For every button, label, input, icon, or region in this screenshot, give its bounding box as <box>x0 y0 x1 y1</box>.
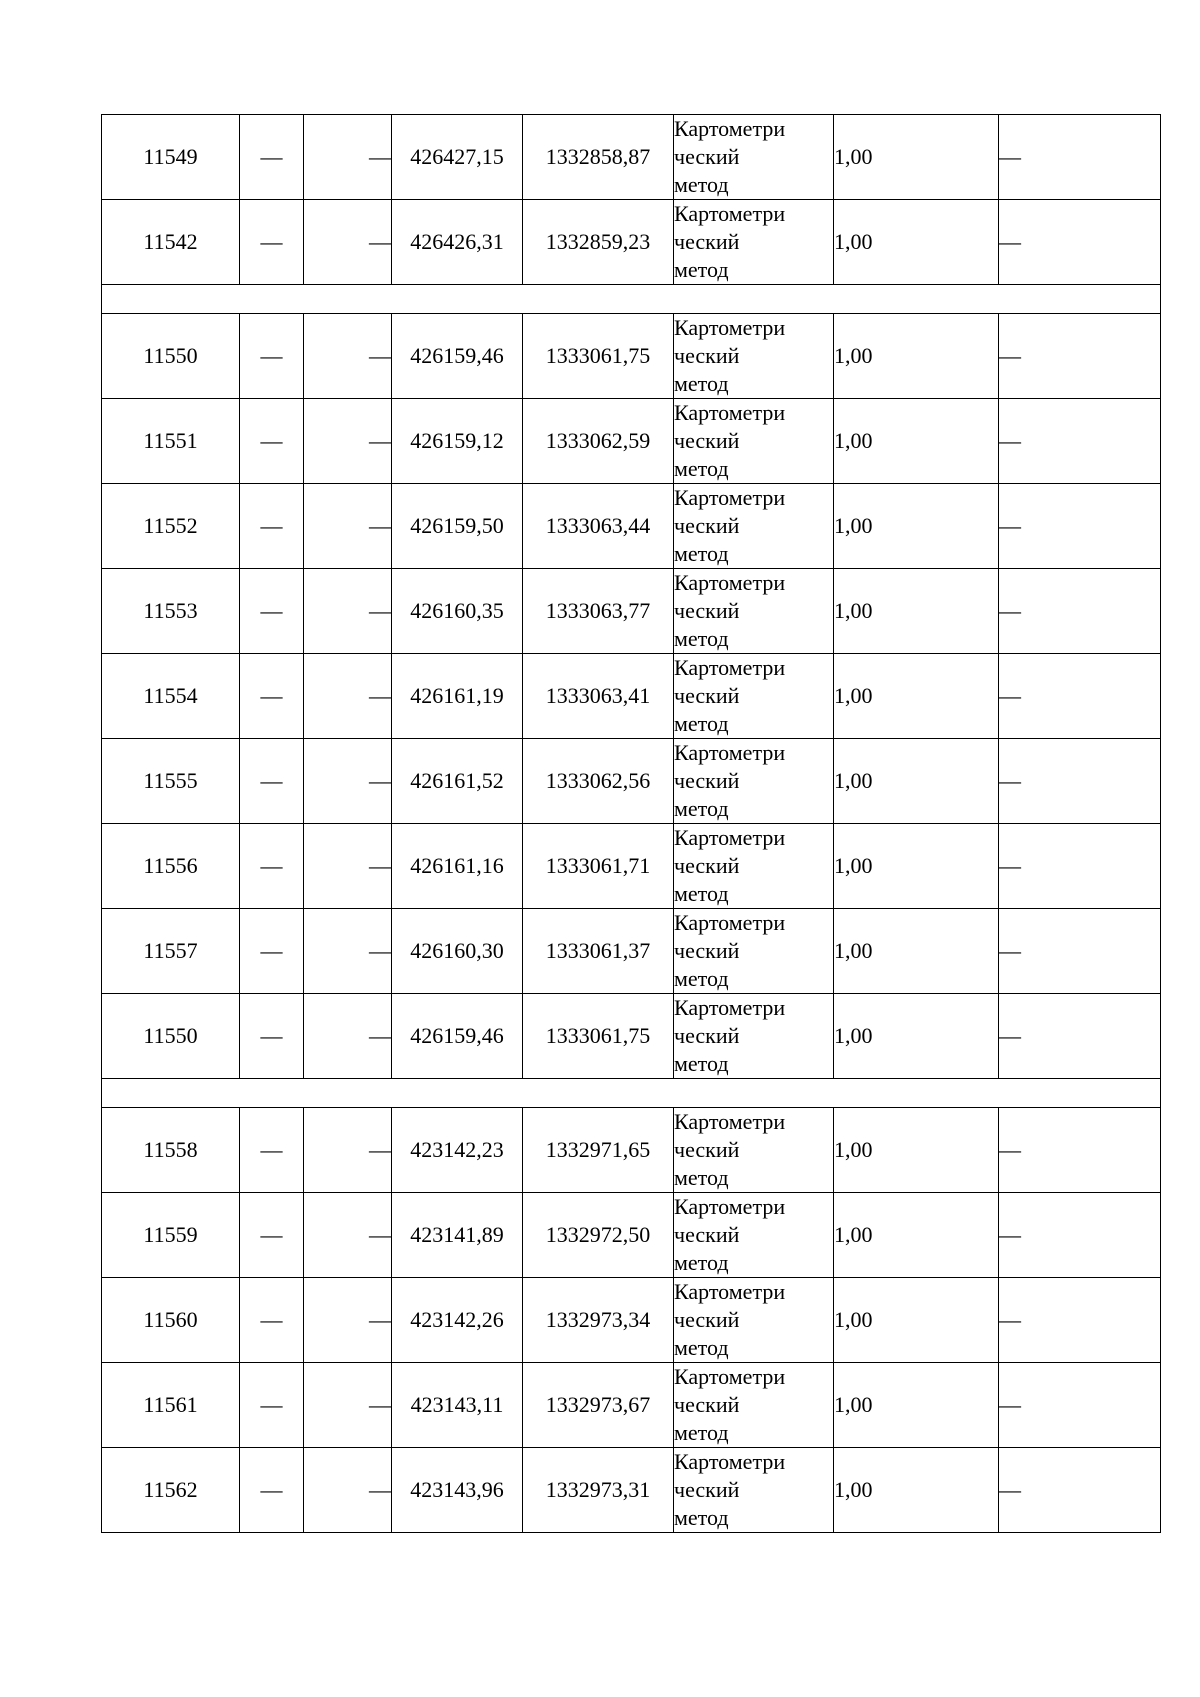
column-3-cell: — <box>304 399 392 484</box>
accuracy-cell: 1,00 <box>834 200 999 285</box>
table-row <box>102 994 1161 1079</box>
method-cell <box>674 1448 834 1533</box>
last-column-cell: — <box>999 1193 1161 1278</box>
y-coordinate-cell: 1332973,31 <box>523 1448 674 1533</box>
accuracy-cell: 1,00 <box>834 1278 999 1363</box>
accuracy-cell: 1,00 <box>834 994 999 1079</box>
column-2-cell: — <box>240 1278 304 1363</box>
column-3-cell: — <box>304 1448 392 1533</box>
table-row <box>102 1108 1161 1193</box>
method-cell <box>674 1363 834 1448</box>
y-coordinate-cell: 1333061,75 <box>523 994 674 1079</box>
method-text-line: метод <box>674 1335 729 1360</box>
table-row <box>102 1363 1161 1448</box>
method-text-line: Картометри <box>674 570 786 595</box>
last-column-cell: — <box>999 1448 1161 1533</box>
coordinates-table-body <box>102 115 1161 1533</box>
y-coordinate-cell: 1332972,50 <box>523 1193 674 1278</box>
last-column-cell: — <box>999 1363 1161 1448</box>
method-text-line: метод <box>674 257 729 282</box>
method-cell <box>674 115 834 200</box>
column-3-cell: — <box>304 994 392 1079</box>
point-number-cell: 11557 <box>102 909 240 994</box>
column-3-cell: — <box>304 484 392 569</box>
column-3-cell: — <box>304 1278 392 1363</box>
method-text-line: Картометри <box>674 400 786 425</box>
column-2-cell: — <box>240 115 304 200</box>
method-cell <box>674 484 834 569</box>
method-text-line: метод <box>674 881 729 906</box>
table-row <box>102 569 1161 654</box>
column-2-cell: — <box>240 994 304 1079</box>
method-text-line: метод <box>674 541 729 566</box>
table-row <box>102 484 1161 569</box>
point-number-cell: 11553 <box>102 569 240 654</box>
y-coordinate-cell: 1332858,87 <box>523 115 674 200</box>
table-row <box>102 654 1161 739</box>
last-column-cell: — <box>999 1278 1161 1363</box>
column-3-cell: — <box>304 1193 392 1278</box>
x-coordinate-cell: 426159,50 <box>392 484 523 569</box>
method-text-line: Картометри <box>674 995 786 1020</box>
method-cell <box>674 739 834 824</box>
method-cell <box>674 200 834 285</box>
table-row <box>102 739 1161 824</box>
point-number-cell: 11549 <box>102 115 240 200</box>
y-coordinate-cell: 1333063,41 <box>523 654 674 739</box>
method-text-line: ческий <box>674 428 740 453</box>
method-text-line: метод <box>674 371 729 396</box>
point-number-cell: 11552 <box>102 484 240 569</box>
y-coordinate-cell: 1332973,34 <box>523 1278 674 1363</box>
table-row <box>102 909 1161 994</box>
x-coordinate-cell: 426160,30 <box>392 909 523 994</box>
coordinates-table <box>101 114 1161 1533</box>
method-text-line: метод <box>674 1505 729 1530</box>
method-text-line: Картометри <box>674 1279 786 1304</box>
accuracy-cell: 1,00 <box>834 909 999 994</box>
method-text-line: метод <box>674 1250 729 1275</box>
method-text-line: метод <box>674 1420 729 1445</box>
method-cell <box>674 399 834 484</box>
method-cell <box>674 654 834 739</box>
method-text-line: ческий <box>674 1222 740 1247</box>
point-number-cell: 11555 <box>102 739 240 824</box>
point-number-cell: 11550 <box>102 314 240 399</box>
method-cell <box>674 994 834 1079</box>
point-number-cell: 11551 <box>102 399 240 484</box>
last-column-cell: — <box>999 824 1161 909</box>
y-coordinate-cell: 1333062,59 <box>523 399 674 484</box>
method-cell <box>674 314 834 399</box>
y-coordinate-cell: 1333061,37 <box>523 909 674 994</box>
last-column-cell: — <box>999 739 1161 824</box>
method-text-line: Картометри <box>674 315 786 340</box>
method-text-line: Картометри <box>674 910 786 935</box>
method-text-line: ческий <box>674 768 740 793</box>
method-cell <box>674 1278 834 1363</box>
column-2-cell: — <box>240 824 304 909</box>
accuracy-cell: 1,00 <box>834 569 999 654</box>
y-coordinate-cell: 1333061,71 <box>523 824 674 909</box>
accuracy-cell: 1,00 <box>834 1448 999 1533</box>
x-coordinate-cell: 423143,11 <box>392 1363 523 1448</box>
group-separator-row <box>102 285 1161 314</box>
point-number-cell: 11560 <box>102 1278 240 1363</box>
method-text-line: Картометри <box>674 1364 786 1389</box>
method-text-line: Картометри <box>674 740 786 765</box>
method-text-line: метод <box>674 1165 729 1190</box>
column-2-cell: — <box>240 569 304 654</box>
table-row <box>102 1278 1161 1363</box>
y-coordinate-cell: 1333061,75 <box>523 314 674 399</box>
method-cell <box>674 909 834 994</box>
group-separator-row <box>102 1079 1161 1108</box>
table-row <box>102 1448 1161 1533</box>
x-coordinate-cell: 426160,35 <box>392 569 523 654</box>
method-cell <box>674 824 834 909</box>
method-text-line: метод <box>674 456 729 481</box>
column-3-cell: — <box>304 739 392 824</box>
method-cell <box>674 569 834 654</box>
x-coordinate-cell: 426426,31 <box>392 200 523 285</box>
x-coordinate-cell: 423142,23 <box>392 1108 523 1193</box>
method-text-line: метод <box>674 626 729 651</box>
method-text-line: ческий <box>674 343 740 368</box>
point-number-cell: 11562 <box>102 1448 240 1533</box>
column-2-cell: — <box>240 739 304 824</box>
method-text-line: Картометри <box>674 485 786 510</box>
method-text-line: Картометри <box>674 1109 786 1134</box>
column-3-cell: — <box>304 569 392 654</box>
last-column-cell: — <box>999 1108 1161 1193</box>
column-2-cell: — <box>240 1363 304 1448</box>
method-text-line: метод <box>674 172 729 197</box>
x-coordinate-cell: 423141,89 <box>392 1193 523 1278</box>
y-coordinate-cell: 1333063,77 <box>523 569 674 654</box>
method-text-line: ческий <box>674 1392 740 1417</box>
method-text-line: ческий <box>674 513 740 538</box>
column-2-cell: — <box>240 200 304 285</box>
point-number-cell: 11556 <box>102 824 240 909</box>
y-coordinate-cell: 1333063,44 <box>523 484 674 569</box>
group-separator-cell <box>102 285 1161 314</box>
point-number-cell: 11550 <box>102 994 240 1079</box>
table-row <box>102 314 1161 399</box>
last-column-cell: — <box>999 399 1161 484</box>
x-coordinate-cell: 423143,96 <box>392 1448 523 1533</box>
last-column-cell: — <box>999 654 1161 739</box>
table-row <box>102 399 1161 484</box>
table-row <box>102 1193 1161 1278</box>
accuracy-cell: 1,00 <box>834 484 999 569</box>
method-text-line: Картометри <box>674 201 786 226</box>
group-separator-cell <box>102 1079 1161 1108</box>
x-coordinate-cell: 426159,12 <box>392 399 523 484</box>
method-text-line: Картометри <box>674 1449 786 1474</box>
column-3-cell: — <box>304 200 392 285</box>
accuracy-cell: 1,00 <box>834 399 999 484</box>
method-text-line: ческий <box>674 938 740 963</box>
column-3-cell: — <box>304 654 392 739</box>
last-column-cell: — <box>999 314 1161 399</box>
accuracy-cell: 1,00 <box>834 1108 999 1193</box>
last-column-cell: — <box>999 909 1161 994</box>
point-number-cell: 11554 <box>102 654 240 739</box>
method-text-line: Картометри <box>674 116 786 141</box>
method-cell <box>674 1193 834 1278</box>
method-text-line: ческий <box>674 144 740 169</box>
column-2-cell: — <box>240 399 304 484</box>
x-coordinate-cell: 426159,46 <box>392 994 523 1079</box>
last-column-cell: — <box>999 484 1161 569</box>
last-column-cell: — <box>999 200 1161 285</box>
method-cell <box>674 1108 834 1193</box>
accuracy-cell: 1,00 <box>834 314 999 399</box>
method-text-line: ческий <box>674 598 740 623</box>
column-3-cell: — <box>304 824 392 909</box>
method-text-line: метод <box>674 966 729 991</box>
y-coordinate-cell: 1332859,23 <box>523 200 674 285</box>
point-number-cell: 11561 <box>102 1363 240 1448</box>
x-coordinate-cell: 426161,16 <box>392 824 523 909</box>
accuracy-cell: 1,00 <box>834 115 999 200</box>
last-column-cell: — <box>999 569 1161 654</box>
method-text-line: ческий <box>674 683 740 708</box>
y-coordinate-cell: 1333062,56 <box>523 739 674 824</box>
accuracy-cell: 1,00 <box>834 824 999 909</box>
method-text-line: метод <box>674 1051 729 1076</box>
column-3-cell: — <box>304 115 392 200</box>
table-row <box>102 200 1161 285</box>
method-text-line: ческий <box>674 1137 740 1162</box>
column-2-cell: — <box>240 909 304 994</box>
column-2-cell: — <box>240 654 304 739</box>
y-coordinate-cell: 1332973,67 <box>523 1363 674 1448</box>
last-column-cell: — <box>999 994 1161 1079</box>
point-number-cell: 11542 <box>102 200 240 285</box>
method-text-line: ческий <box>674 1023 740 1048</box>
column-2-cell: — <box>240 484 304 569</box>
x-coordinate-cell: 423142,26 <box>392 1278 523 1363</box>
column-2-cell: — <box>240 1193 304 1278</box>
last-column-cell: — <box>999 115 1161 200</box>
point-number-cell: 11558 <box>102 1108 240 1193</box>
point-number-cell: 11559 <box>102 1193 240 1278</box>
column-2-cell: — <box>240 1448 304 1533</box>
y-coordinate-cell: 1332971,65 <box>523 1108 674 1193</box>
x-coordinate-cell: 426427,15 <box>392 115 523 200</box>
accuracy-cell: 1,00 <box>834 1193 999 1278</box>
x-coordinate-cell: 426161,52 <box>392 739 523 824</box>
table-row <box>102 115 1161 200</box>
column-3-cell: — <box>304 1108 392 1193</box>
column-2-cell: — <box>240 1108 304 1193</box>
table-row <box>102 824 1161 909</box>
method-text-line: ческий <box>674 1477 740 1502</box>
method-text-line: Картометри <box>674 825 786 850</box>
method-text-line: ческий <box>674 853 740 878</box>
x-coordinate-cell: 426159,46 <box>392 314 523 399</box>
accuracy-cell: 1,00 <box>834 739 999 824</box>
method-text-line: метод <box>674 796 729 821</box>
column-2-cell: — <box>240 314 304 399</box>
accuracy-cell: 1,00 <box>834 654 999 739</box>
method-text-line: ческий <box>674 229 740 254</box>
method-text-line: метод <box>674 711 729 736</box>
method-text-line: Картометри <box>674 1194 786 1219</box>
column-3-cell: — <box>304 314 392 399</box>
column-3-cell: — <box>304 909 392 994</box>
column-3-cell: — <box>304 1363 392 1448</box>
x-coordinate-cell: 426161,19 <box>392 654 523 739</box>
method-text-line: Картометри <box>674 655 786 680</box>
method-text-line: ческий <box>674 1307 740 1332</box>
accuracy-cell: 1,00 <box>834 1363 999 1448</box>
